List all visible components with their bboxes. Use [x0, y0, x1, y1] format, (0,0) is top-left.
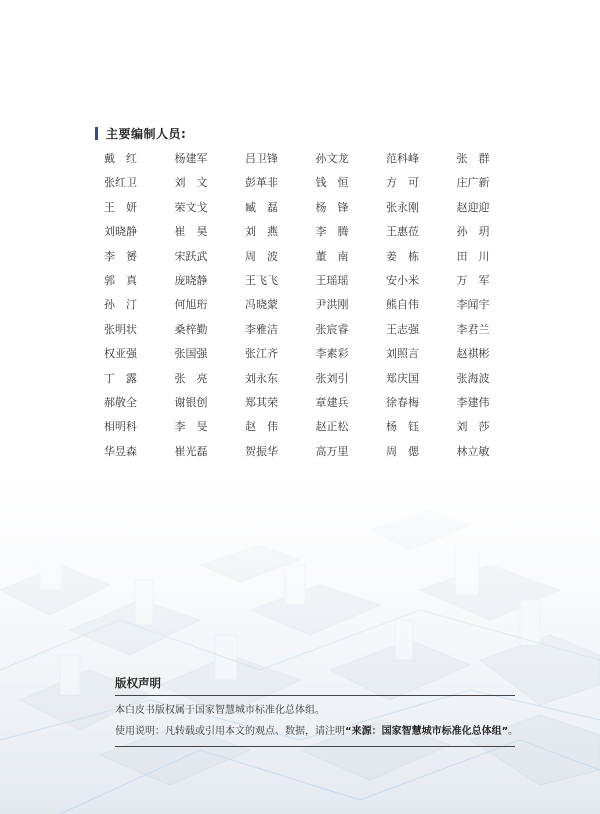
editor-name: 安小米 — [386, 273, 419, 287]
editor-name: 戴 红 — [104, 152, 137, 165]
editor-name: 赵正松 — [315, 420, 349, 434]
editor-name: 郑其荣 — [245, 395, 278, 409]
editor-name: 李君兰 — [456, 322, 490, 336]
editor-name: 张永刚 — [386, 200, 419, 214]
editor-name: 冯晓蒙 — [245, 298, 278, 312]
editor-name: 尹洪刚 — [315, 298, 349, 312]
usage-note — [115, 725, 519, 739]
editor-name: 刘晓静 — [104, 225, 137, 239]
editor-name: 李素彩 — [315, 347, 349, 361]
editors-heading — [95, 126, 186, 140]
editor-name: 熊自伟 — [386, 298, 419, 312]
editor-name: 华昱森 — [104, 444, 137, 458]
editor-name: 李雅洁 — [245, 322, 278, 336]
editor-name: 张海波 — [456, 371, 490, 385]
editor-name: 王惠莅 — [386, 225, 419, 239]
editor-name: 王 妍 — [104, 200, 137, 214]
editor-name: 张宸睿 — [315, 322, 349, 336]
editor-name: 相明科 — [104, 420, 137, 434]
editor-name: 权亚强 — [104, 347, 137, 361]
editor-name: 张刘引 — [315, 371, 349, 385]
editor-name: 钱 恒 — [315, 176, 349, 190]
editor-name: 臧 磊 — [245, 200, 278, 214]
editor-name: 王飞飞 — [245, 273, 278, 287]
editor-name: 彭革非 — [245, 176, 278, 190]
copyright-statement: 本白皮书版权属于国家智慧城市标准化总体组。 — [115, 705, 325, 716]
editor-name: 孙 汀 — [104, 298, 137, 312]
editor-name: 丁 露 — [104, 371, 137, 385]
usage-note-source: “来源：国家智慧城市标准化总体组” — [345, 726, 509, 737]
editor-name: 赵迎迎 — [456, 200, 490, 214]
editor-name: 王瑶瑶 — [315, 273, 349, 287]
editor-name: 赵 伟 — [245, 420, 278, 434]
usage-note-prefix: 使用说明：凡转载或引用本文的观点、数据，请注明 — [115, 726, 345, 737]
usage-note-suffix: 。 — [508, 726, 519, 737]
editor-name: 林立敏 — [456, 444, 490, 458]
editor-name: 荣文戈 — [174, 200, 208, 214]
editor-name: 赵祺彬 — [456, 347, 490, 361]
editor-name: 桑梓勤 — [174, 322, 208, 336]
editor-name: 郑庆国 — [386, 371, 419, 385]
editors-heading-text: 主要编制人员: — [106, 126, 187, 141]
editor-name: 姜 栋 — [386, 249, 419, 263]
editor-name: 章建兵 — [315, 395, 349, 409]
editor-name: 吕卫锋 — [245, 152, 278, 165]
editor-name: 杨 锋 — [315, 200, 349, 214]
editor-name: 方 可 — [386, 176, 419, 190]
divider-top — [115, 695, 515, 696]
editor-name: 范科峰 — [386, 152, 419, 165]
editor-name: 杨建军 — [174, 152, 208, 165]
editor-name: 李闻宇 — [456, 298, 490, 312]
editor-name: 谢银创 — [174, 395, 208, 409]
editor-name: 何旭珩 — [174, 298, 208, 312]
editor-name: 张国强 — [174, 347, 208, 361]
editor-name: 张明状 — [104, 322, 137, 336]
editor-name: 刘 莎 — [456, 420, 490, 434]
editor-name: 孙 玥 — [456, 225, 490, 239]
editor-name: 王志强 — [386, 322, 419, 336]
editor-name: 刘照言 — [386, 347, 419, 361]
editor-name: 张 群 — [456, 152, 490, 165]
editor-name: 张 亮 — [174, 371, 208, 385]
editor-name: 李 赟 — [104, 249, 137, 263]
editor-name: 郝敬全 — [104, 395, 137, 409]
editor-name: 张江齐 — [245, 347, 278, 361]
editor-name: 李 腾 — [315, 225, 349, 239]
editor-name: 李 旻 — [174, 420, 208, 434]
editor-name: 周 波 — [245, 249, 278, 263]
editor-name: 刘 文 — [174, 176, 208, 190]
copyright-title: 版权声明 — [115, 676, 161, 690]
city-background-illustration — [0, 470, 600, 814]
editor-name: 董 南 — [315, 249, 349, 263]
copyright-section — [115, 675, 519, 747]
editor-name: 郭 真 — [104, 273, 137, 287]
editor-name: 庞晓静 — [174, 273, 208, 287]
editor-name: 李建伟 — [456, 395, 490, 409]
editor-name: 孙文龙 — [315, 152, 349, 165]
editor-name: 庄广新 — [456, 176, 490, 190]
divider-bottom — [115, 746, 515, 747]
editor-name: 崔 昊 — [174, 225, 208, 239]
editor-name: 贺振华 — [245, 444, 278, 458]
editor-name: 周 偲 — [386, 444, 419, 458]
editors-name-grid — [104, 151, 527, 468]
editor-name: 高万里 — [315, 444, 349, 458]
editor-name: 宋跃武 — [174, 249, 208, 263]
heading-accent-bar — [95, 127, 98, 140]
editor-name: 刘永东 — [245, 371, 278, 385]
editor-name: 刘 燕 — [245, 225, 278, 239]
editor-name: 徐春梅 — [386, 395, 419, 409]
editor-name: 田 川 — [456, 249, 490, 263]
editor-name: 张红卫 — [104, 176, 137, 190]
editor-name: 崔光磊 — [174, 444, 208, 458]
editor-name: 万 军 — [456, 273, 490, 287]
editor-name: 杨 钰 — [386, 420, 419, 434]
